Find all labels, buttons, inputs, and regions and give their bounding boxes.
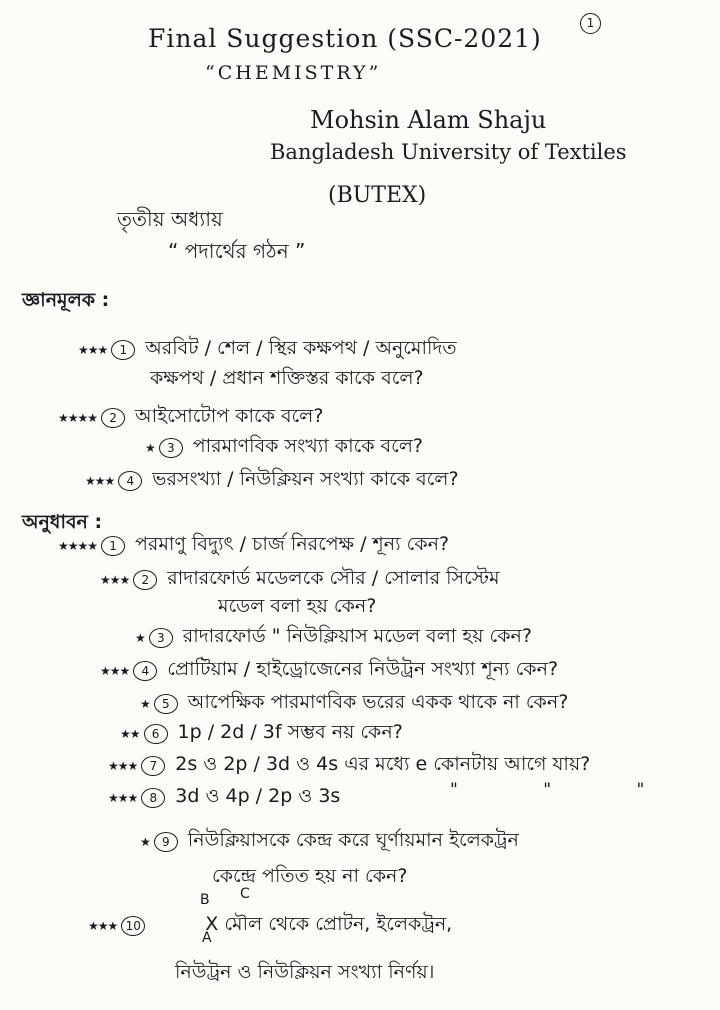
knowledge-question-4 (85, 465, 459, 497)
chapter-title: “ পদার্থের গঠন ” (168, 239, 306, 263)
knowledge-question-3 (145, 432, 423, 464)
importance-stars: ★★★ (78, 343, 108, 357)
question-number: 4 (118, 471, 142, 491)
question-text: নিউক্লিয়াসকে কেন্দ্র করে ঘূর্ণায়মান ইলেকট্রন (187, 829, 519, 851)
section-knowledge: জ্ঞানমূলক : (22, 289, 110, 311)
comprehension-question-7 (108, 750, 590, 782)
question-text: 3d ও 4p / 2p ও 3s (175, 785, 341, 807)
importance-stars: ★★★ (100, 664, 130, 678)
chapter-label: তৃতীয় অধ্যায় (117, 207, 223, 231)
importance-stars: ★★ (120, 727, 140, 741)
comprehension-question-1 (58, 530, 449, 562)
question-text: রাদারফোর্ড মডেলকে সৌর / সোলার সিস্টেম (167, 567, 500, 589)
comprehension-question-4 (100, 655, 558, 687)
question-number: 5 (154, 694, 178, 714)
comprehension-question-8 (108, 782, 340, 814)
importance-stars: ★★★★ (58, 411, 98, 425)
university-abbr: (BUTEX) (328, 183, 427, 208)
question-number: 8 (141, 788, 165, 808)
importance-stars: ★★★ (88, 919, 118, 933)
importance-stars: ★★★ (108, 759, 138, 773)
question-number: 2 (101, 408, 125, 428)
importance-stars: ★ (140, 835, 150, 849)
ditto-marks: " " " (450, 780, 685, 800)
importance-stars: ★★★ (100, 573, 130, 587)
importance-stars: ★ (135, 631, 145, 645)
question-number: 3 (159, 438, 183, 458)
question-number: 9 (154, 832, 178, 852)
element-label-b: B (200, 892, 210, 908)
question-number: 6 (144, 724, 168, 744)
question-text: আইসোটোপ কাকে বলে? (135, 405, 324, 427)
question-text: পারমাণবিক সংখ্যা কাকে বলে? (192, 435, 424, 457)
question-number: 1 (111, 340, 135, 360)
importance-stars: ★★★ (85, 474, 115, 488)
question-text: 2s ও 2p / 3d ও 4s এর মধ্যে e কোনটায় আগে যায়? (175, 753, 591, 775)
question-text: আপেক্ষিক পারমাণবিক ভরের একক থাকে না কেন? (187, 691, 569, 713)
question-number: 7 (141, 756, 165, 776)
question-number: 3 (149, 628, 173, 648)
question-text: অরবিট / শেল / স্থির কক্ষপথ / অনুমোদিত (145, 337, 457, 359)
comprehension-question-2-cont: মডেল বলা হয় কেন? (218, 595, 377, 617)
element-label-a: A (202, 930, 212, 946)
section-comprehension: অনুধাবন : (22, 511, 103, 533)
question-text: 1p / 2d / 3f সম্ভব নয় কেন? (177, 721, 403, 743)
importance-stars: ★ (140, 697, 150, 711)
question-number: 4 (133, 661, 157, 681)
element-label-c: C (240, 886, 250, 902)
question-text: রাদারফোর্ড " নিউক্লিয়াস মডেল বলা হয় কেন? (182, 625, 532, 647)
question-text: X মৌল থেকে প্রোটন, ইলেকট্রন, (205, 913, 453, 935)
page-title: Final Suggestion (SSC-2021) (148, 24, 542, 53)
question-number: 1 (101, 536, 125, 556)
question-number: 2 (133, 570, 157, 590)
comprehension-question-10 (88, 910, 452, 942)
question-text: প্রোটিয়াম / হাইড্রোজেনের নিউট্রন সংখ্যা শূন্য কেন? (167, 658, 559, 680)
importance-stars: ★★★ (108, 791, 138, 805)
knowledge-question-1 (78, 334, 457, 366)
university-name: Bangladesh University of Textiles (270, 140, 627, 164)
page-number-circle: 1 (580, 13, 601, 34)
knowledge-question-1-cont: কক্ষপথ / প্রধান শক্তিস্তর কাকে বলে? (150, 367, 424, 389)
question-text: ভরসংখ্যা / নিউক্লিয়ন সংখ্যা কাকে বলে? (152, 468, 459, 490)
author-name: Mohsin Alam Shaju (310, 106, 547, 134)
comprehension-question-9-cont: কেন্দ্রে পতিত হয় না কেন? (212, 865, 408, 887)
importance-stars: ★ (145, 441, 155, 455)
question-text: পরমাণু বিদ্যুৎ / চার্জ নিরপেক্ষ / শূন্য কেন? (135, 533, 450, 555)
comprehension-question-10-cont: নিউট্রন ও নিউক্লিয়ন সংখ্যা নির্ণয়। (175, 961, 435, 983)
comprehension-question-9 (140, 826, 519, 858)
importance-stars: ★★★★ (58, 539, 98, 553)
question-number: 10 (121, 916, 145, 936)
knowledge-question-2 (58, 402, 323, 434)
comprehension-question-3 (135, 622, 532, 654)
subject-heading: “CHEMISTRY” (205, 62, 382, 84)
comprehension-question-5 (140, 688, 568, 720)
comprehension-question-6 (120, 718, 403, 750)
